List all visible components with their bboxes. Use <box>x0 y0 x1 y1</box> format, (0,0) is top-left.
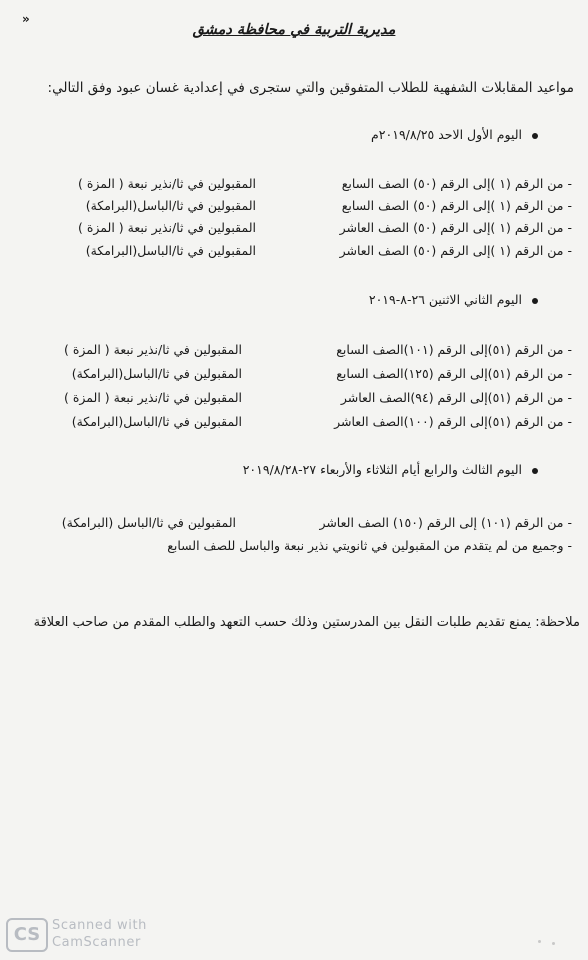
day3-title: اليوم الثالث والرابع أيام الثلاثاء والأربعاء ٢٧-٢٠١٩/٨/٢٨ <box>242 462 522 477</box>
day1-heading <box>371 127 538 142</box>
camscanner-watermark <box>6 916 166 952</box>
day2-row-2-range: - من الرقم (٥١)إلى الرقم (١٢٥)الصف السابع <box>336 366 572 381</box>
scan-speck <box>538 940 541 943</box>
scan-speck <box>552 942 555 945</box>
day2-row-2-school: المقبولين في ثا/الباسل(البرامكة) <box>71 366 242 381</box>
note-text: ملاحظة: يمنع تقديم طلبات النقل بين المدرستين وذلك حسب التعهد والطلب المقدم من صاحب العلاقة <box>33 615 580 630</box>
intro-text: مواعيد المقابلات الشفهية للطلاب المتفوقين والتي ستجرى في إعدادية غسان عبود وفق التالي: <box>47 80 574 96</box>
day3-heading <box>243 462 538 477</box>
day1-row-1-range: - من الرقم (١ )إلى الرقم (٥٠) الصف السابع <box>341 176 572 191</box>
day1-row-3-school: المقبولين في ثا/نذير نبعة ( المزة ) <box>78 220 256 235</box>
corner-mark: » <box>22 12 30 26</box>
document-header: مديرية التربية في محافظة دمشق <box>192 22 396 38</box>
camscanner-logo-icon: CS <box>6 918 48 952</box>
day2-row-1-range: - من الرقم (٥١)إلى الرقم (١٠١)الصف السابع <box>336 342 572 357</box>
day1-row-1-school: المقبولين في ثا/نذير نبعة ( المزة ) <box>78 176 256 191</box>
day2-row-4-range: - من الرقم (٥١)إلى الرقم (١٠٠)الصف العاشر <box>334 414 572 429</box>
day1-row-4-school: المقبولين في ثا/الباسل(البرامكة) <box>85 243 256 258</box>
bullet-icon <box>532 468 538 474</box>
watermark-line-2: CamScanner <box>52 935 141 950</box>
day2-heading <box>369 292 538 307</box>
day3-row-1-school: المقبولين في ثا/الباسل (البرامكة) <box>61 515 236 530</box>
day2-title: اليوم الثاني الاثنين ٢٦-٨-٢٠١٩ <box>368 292 522 307</box>
day3-row-2: - وجميع من لم يتقدم من المقبولين في ثانويتي نذير نبعة والباسل للصف السابع <box>167 538 572 553</box>
day1-title: اليوم الأول الاحد ٢٠١٩/٨/٢٥م <box>371 127 522 142</box>
day1-row-3-range: - من الرقم (١ )إلى الرقم (٥٠) الصف العاشر <box>339 220 572 235</box>
day2-row-4-school: المقبولين في ثا/الباسل(البرامكة) <box>71 414 242 429</box>
day3-row-1-range: - من الرقم (١٠١) إلى الرقم (١٥٠) الصف العاشر <box>319 515 572 530</box>
bullet-icon <box>532 298 538 304</box>
day2-row-3-range: - من الرقم (٥١)إلى الرقم (٩٤)الصف العاشر <box>340 390 572 405</box>
bullet-icon <box>532 133 538 139</box>
day2-row-3-school: المقبولين في ثا/نذير نبعة ( المزة ) <box>64 390 242 405</box>
day1-row-2-school: المقبولين في ثا/الباسل(البرامكة) <box>85 198 256 213</box>
day1-row-2-range: - من الرقم (١ )إلى الرقم (٥٠) الصف السابع <box>341 198 572 213</box>
watermark-line-1: Scanned with <box>52 918 148 933</box>
day1-row-4-range: - من الرقم (١ )إلى الرقم (٥٠) الصف العاشر <box>339 243 572 258</box>
day2-row-1-school: المقبولين في ثا/نذير نبعة ( المزة ) <box>64 342 242 357</box>
